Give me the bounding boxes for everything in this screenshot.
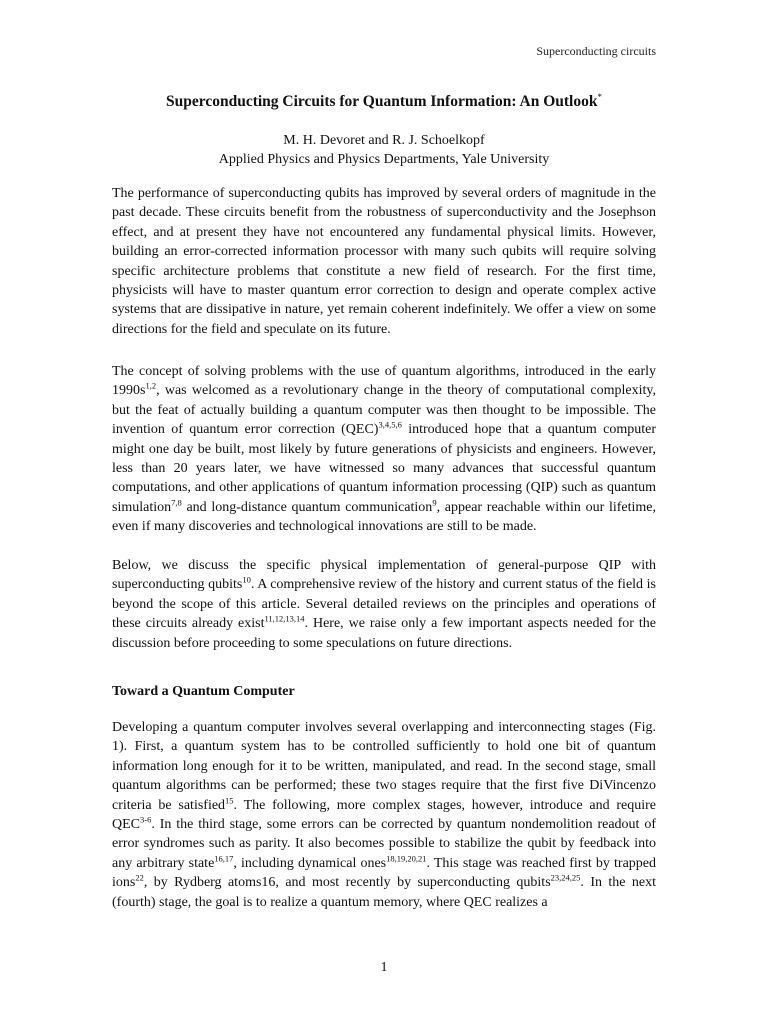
citation: 9 [432, 497, 437, 508]
citation: 23,24,25 [550, 872, 581, 883]
page-number: 1 [380, 960, 388, 975]
citation: 3,4,5,6 [378, 419, 402, 430]
citation: 3-6 [140, 814, 152, 825]
citation: 18,19,20,21 [386, 853, 427, 864]
affiliation: Applied Physics and Physics Departments, Yale University [218, 152, 550, 167]
paper-title [112, 92, 656, 111]
citation: 1,2 [145, 380, 157, 391]
citation: 10 [242, 574, 251, 585]
paper-page [112, 0, 656, 1024]
running-head: Superconducting circuits [536, 44, 656, 58]
citation: 22 [135, 872, 144, 883]
citation: 7,8 [171, 497, 182, 508]
title-text: Superconducting Circuits for Quantum Information: An Outlook [166, 93, 598, 111]
abstract: The performance of superconducting qubits has improved by several orders of magnitude in the past decade. These circuits benefit from the robustness of superconductivity and the Josephson effect, and at present they have not encountered any fundamental physical limits. However, building an error-corrected information processor with many such qubits will require solving specific architecture problems that constitute a new field of research. For the first time, physicists will have to master quantum error correction to design and operate complex active systems that are dissipative in nature, yet remain coherent indefinitely. We offer a view on some directions for the field and speculate on its future. [112, 186, 656, 337]
author-block [112, 131, 656, 169]
citation: 11,12,13,14 [264, 613, 305, 624]
title-footnote-mark: * [597, 92, 602, 102]
authors: M. H. Devoret and R. J. Schoelkopf [283, 133, 485, 148]
citation: 15 [225, 794, 234, 805]
citation: 16,17 [214, 853, 234, 864]
paragraph-stages: Developing a quantum computer involves several overlapping and interconnecting stages (Fig. 1). First, a quantum system has to be controlled sufficiently to hold one bit of quantum information long enough for it to be written, manipulated, and read. In the second stage, small quantum algorithms can be performed; these two stages require that the first five DiVincenzo criteria be satisfied$^{15}$. The following, more complex stages, however, introduce and require QEC$^{3-6}$. In the third stage, some errors can be corrected by quantum nondemolition readout of error syndromes such as parity. It also becomes possible to stabilize the qubit by feedback into any arbitrary state$^{16,17}$, including dynamical ones$^{18,19,20,21}$. This stage was reached first by trapped ions$^{22}$, by Rydberg atoms16, and most recently by superconducting qubits$^{23,24,25}$. In the next (fourth) stage, the goal is to realize a quantum memory, where QEC realizes a [112, 720, 657, 910]
paragraph-intro: The concept of solving problems with the use of quantum algorithms, introduced in the early $1990s^{1,2}$, was welcomed as a revolutionary change in the theory of computational complexity, but the feat of actually building a quantum computer was then thought to be impossible. The invention of quantum error correction (QEC)$^{3,4,5,6}$ introduced hope that a quantum computer might one day be built, most likely by future generations of physicists and engineers. However, less than 20 years later, we have witnessed so many advances that successful quantum computations, and other applications of quantum information processing (QIP) such as quantum simulation$^{7,8}$ and long-distance quantum communication$^9$, appear reachable within our lifetime, even if many discoveries and technological innovations are still to be made. [112, 364, 657, 535]
paragraph-scope: Below, we discuss the specific physical implementation of general-purpose QIP with superconducting qubits$^{10}$. A comprehensive review of the history and current status of the field is beyond the scope of this article. Several detailed reviews on the principles and operations of these circuits already exist$^{11,12,13,14}$. Here, we raise only a few important aspects needed for the discussion before proceeding to some speculations on future directions. [112, 558, 657, 651]
section-heading: Toward a Quantum Computer [112, 684, 295, 699]
